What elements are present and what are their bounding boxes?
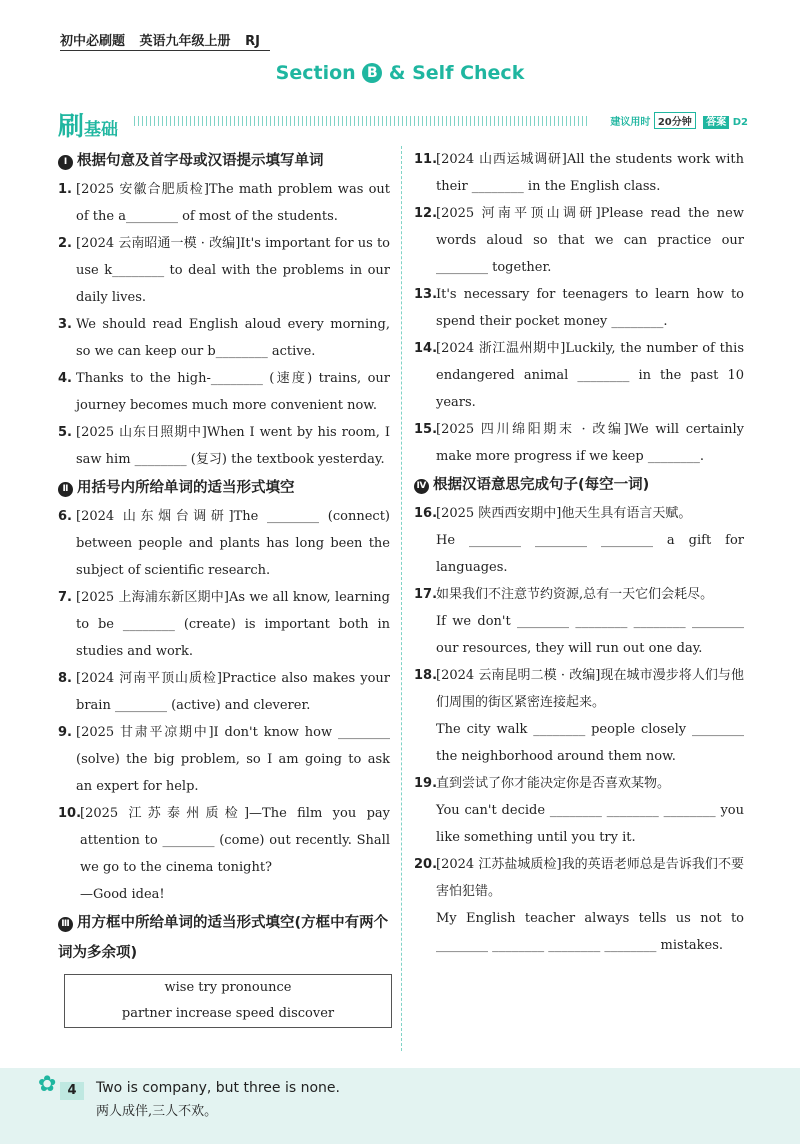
question-text: [2025 山东日照期中]When I went by his room, I saw him ________ (复习) the textbook yesterday. <box>76 425 390 467</box>
question-text: [2024 山东烟台调研]The ________ (connect) between people and plants has long been the subject of scientific research. <box>76 509 390 578</box>
question-text: [2025 河南平顶山调研]Please read the new words aloud so that we can practice our ________ together. <box>436 206 744 275</box>
section-heading-text: 根据汉语意思完成句子(每空一词) <box>433 477 650 493</box>
question-english: My English teacher always tells us not to ________ ________ ________ ________ mistakes. <box>436 911 744 953</box>
question-number: 6. <box>58 509 72 524</box>
question-number: 3. <box>58 317 72 332</box>
running-header <box>60 30 270 49</box>
question-text: [2025 安徽合肥质检]The math problem was out of the a________ of most of the students. <box>76 182 390 224</box>
question-english: You can't decide ________ ________ ________ you like something until you try it. <box>436 803 744 845</box>
question-item <box>414 200 744 281</box>
question-reply: —Good idea! <box>80 887 165 902</box>
question-number: 12. <box>414 206 438 221</box>
question-number: 1. <box>58 182 72 197</box>
question-number: 18. <box>414 668 438 683</box>
question-text: It's necessary for teenagers to learn how to spend their pocket money ________. <box>436 287 744 329</box>
question-number: 5. <box>58 425 72 440</box>
question-item <box>414 335 744 416</box>
proverb-chinese: 两人成伴,三人不欢。 <box>96 1104 218 1119</box>
question-english: If we don't ________ ________ ________ ________ our resources, they will run out one day. <box>436 614 744 656</box>
question-item <box>414 851 744 959</box>
question-item <box>414 281 744 335</box>
question-text: Thanks to the high-________ (速度) trains, our journey becomes much more convenient now. <box>76 371 390 413</box>
question-text: 如果我们不注意节约资源,总有一天它们会耗尽。 <box>436 587 714 602</box>
section-heading <box>58 908 390 968</box>
proverb-english: Two is company, but three is none. <box>96 1080 340 1096</box>
subject-name: 英语九年级上册 <box>139 34 231 49</box>
question-number: 20. <box>414 857 438 872</box>
right-column <box>414 146 744 959</box>
section-suffix: & Self Check <box>388 62 525 84</box>
practice-band <box>58 106 748 142</box>
question-text: We should read English aloud every morning, so we can keep our b________ active. <box>76 317 390 359</box>
question-text: [2025 上海浦东新区期中]As we all know, learning to be ________ (create) is important both in studies and work. <box>76 590 390 659</box>
question-item <box>58 719 390 800</box>
time-label: 建议用时 <box>610 117 651 128</box>
page-footer <box>0 1068 800 1144</box>
time-value: 20分钟 <box>654 112 696 129</box>
question-number: 2. <box>58 236 72 251</box>
question-number: 8. <box>58 671 72 686</box>
question-item <box>414 500 744 581</box>
question-item <box>58 800 390 908</box>
balloon-icon: ✿ <box>38 1072 57 1097</box>
section-prefix: Section <box>275 62 356 84</box>
question-text: [2024 云南昆明二模 · 改编]现在城市漫步将人们与他们周围的街区紧密连接起来。 <box>436 668 744 710</box>
question-text: [2024 浙江温州期中]Luckily, the number of this endangered animal ________ in the past 10 years. <box>436 341 744 410</box>
question-text: [2024 江苏盐城质检]我的英语老师总是告诉我们不要害怕犯错。 <box>436 857 744 899</box>
section-heading-text: 根据句意及首字母或汉语提示填写单词 <box>77 153 324 169</box>
section-title <box>0 62 800 84</box>
question-text: [2025 甘肃平凉期中]I don't know how ________ (solve) the big problem, so I am going to ask an expert for help. <box>76 725 390 794</box>
question-number: 13. <box>414 287 438 302</box>
section-heading <box>414 470 744 500</box>
answer-page: D2 <box>732 117 748 128</box>
roman-badge: Ⅱ <box>58 482 73 497</box>
question-text: [2025 四川绵阳期末 · 改编]We will certainly make more progress if we keep ________. <box>436 422 744 464</box>
question-text: [2025 江苏泰州质检]—The film you pay attention to ________ (come) out recently. Shall we go to the cinema tonight? <box>80 806 390 875</box>
question-number: 14. <box>414 341 438 356</box>
roman-badge: Ⅲ <box>58 917 73 932</box>
question-number: 4. <box>58 371 72 386</box>
question-item <box>58 311 390 365</box>
question-item <box>414 416 744 470</box>
question-number: 9. <box>58 725 72 740</box>
page-number: 4 <box>60 1082 84 1100</box>
question-item <box>58 503 390 584</box>
answer-label: 答案 <box>703 116 729 129</box>
logo-small: 基础 <box>84 120 119 140</box>
question-item <box>58 365 390 419</box>
section-letter-badge: B <box>362 63 382 83</box>
section-heading <box>58 146 390 176</box>
question-number: 15. <box>414 422 438 437</box>
question-number: 17. <box>414 587 438 602</box>
question-item <box>414 662 744 770</box>
question-text: [2025 陕西西安期中]他天生具有语言天赋。 <box>436 506 692 521</box>
band-logo <box>58 106 118 143</box>
word-box-line: wise try pronounce <box>164 980 292 995</box>
band-stripes <box>134 116 589 126</box>
question-number: 19. <box>414 776 438 791</box>
roman-badge: Ⅳ <box>414 479 429 494</box>
section-heading <box>58 473 390 503</box>
question-item <box>58 419 390 473</box>
edition: RJ <box>245 34 260 49</box>
question-text: [2024 河南平顶山质检]Practice also makes your brain ________ (active) and cleverer. <box>76 671 390 713</box>
question-number: 11. <box>414 152 438 167</box>
question-english: He ________ ________ ________ a gift for languages. <box>436 533 744 575</box>
section-heading-text: 用括号内所给单词的适当形式填空 <box>77 480 295 496</box>
question-text: [2024 山西运城调研]All the students work with their ________ in the English class. <box>436 152 744 194</box>
book-name: 初中必刷题 <box>60 34 126 49</box>
question-english: The city walk ________ people closely ________ the neighborhood around them now. <box>436 722 744 764</box>
header-rule <box>60 50 270 51</box>
section-heading-text: 用方框中所给单词的适当形式填空(方框中有两个词为多余项) <box>58 915 389 961</box>
word-box <box>64 974 392 1028</box>
question-text: 直到尝试了你才能决定你是否喜欢某物。 <box>436 776 671 791</box>
question-item <box>58 584 390 665</box>
word-box-line: partner increase speed discover <box>121 1006 335 1021</box>
band-info <box>610 112 748 129</box>
logo-big: 刷 <box>58 112 85 142</box>
column-divider <box>401 146 402 1051</box>
question-item <box>58 176 390 230</box>
question-item <box>414 770 744 851</box>
question-item <box>414 581 744 662</box>
question-number: 16. <box>414 506 438 521</box>
question-item <box>58 230 390 311</box>
question-number: 10. <box>58 806 82 821</box>
question-item <box>414 146 744 200</box>
question-item <box>58 665 390 719</box>
question-number: 7. <box>58 590 72 605</box>
roman-badge: Ⅰ <box>58 155 73 170</box>
question-text: [2024 云南昭通一模 · 改编]It's important for us to use k________ to deal with the problems in our daily lives. <box>76 236 390 305</box>
left-column <box>58 146 390 1028</box>
